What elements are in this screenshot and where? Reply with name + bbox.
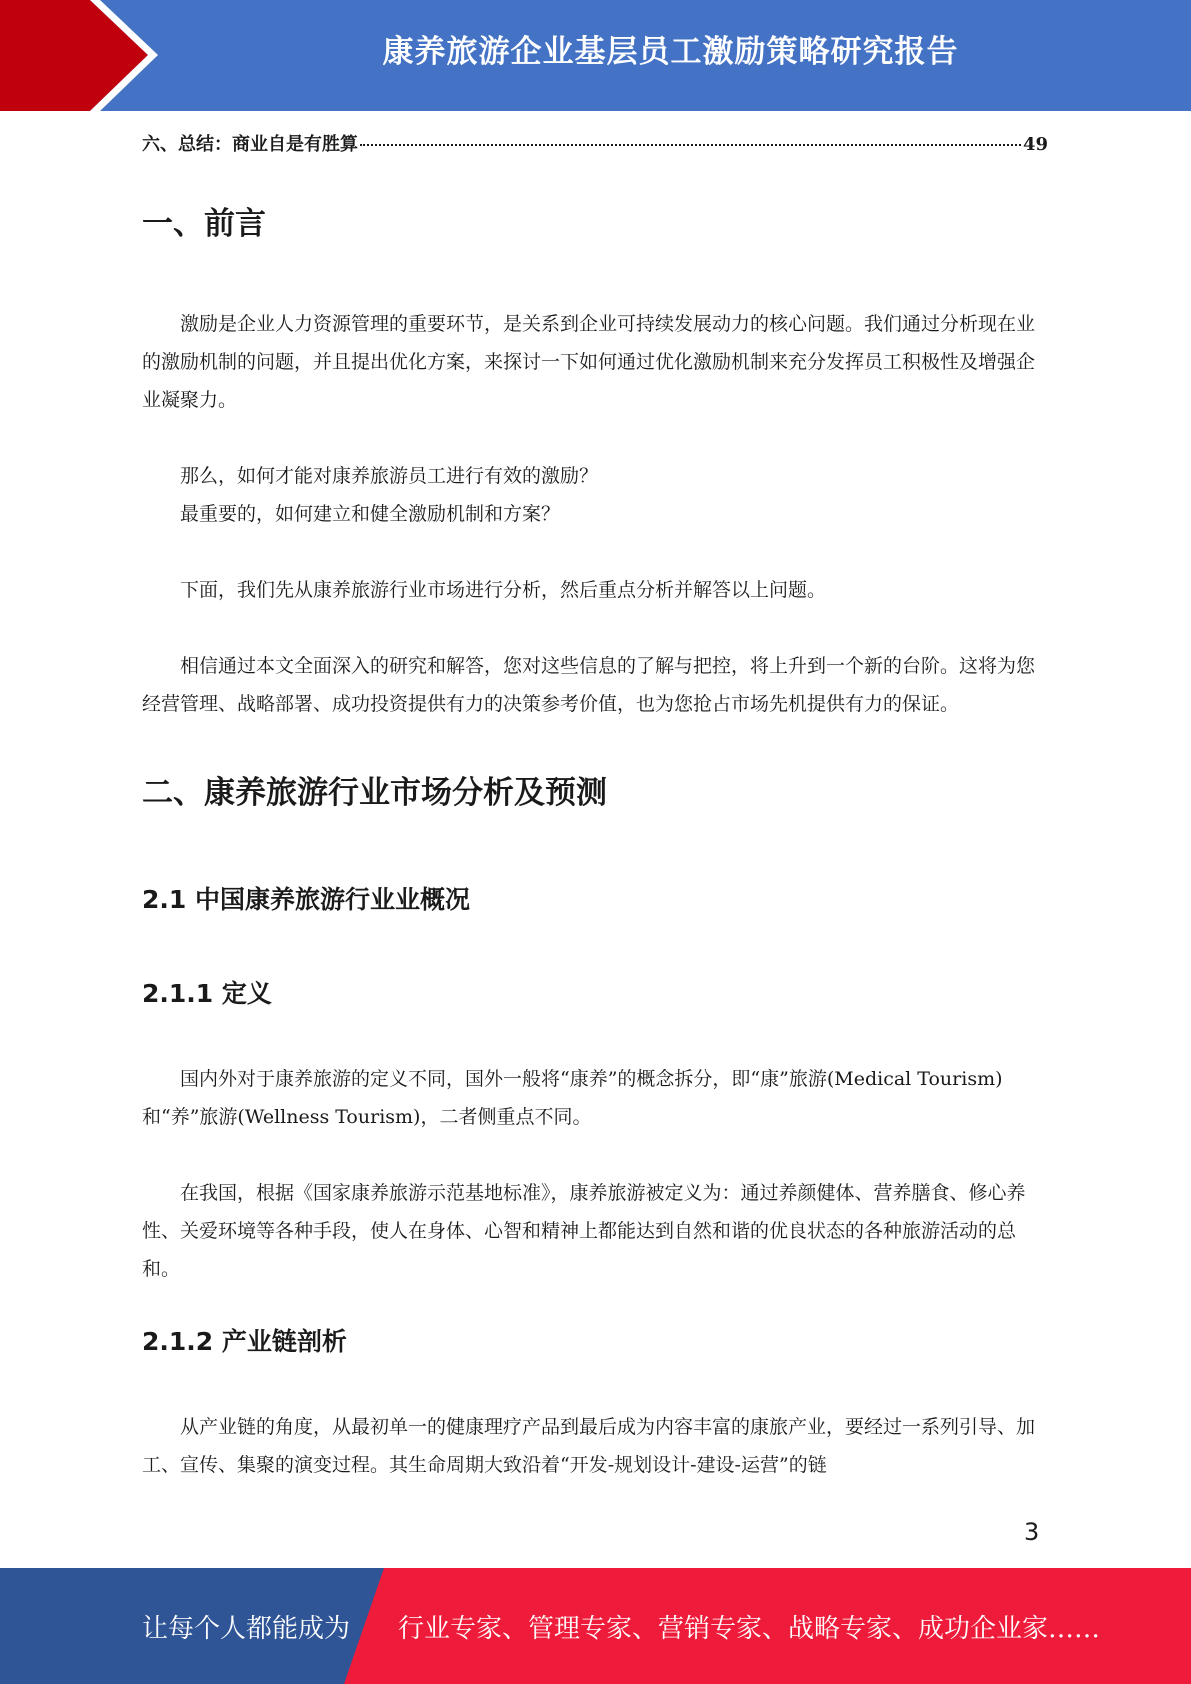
section-1-paragraph-1: 激励是企业人力资源管理的重要环节，是关系到企业可持续发展动力的核心问题。我们通过分析现在业的激励机制的问题，并且提出优化方案，来探讨一下如何通过优化激励机制来充分发挥员工积极性及增强企业凝聚力。	[142, 313, 1036, 411]
header-banner	[0, 0, 1191, 111]
section-1-heading: 一、前言	[142, 206, 266, 242]
toc-leader-dots	[360, 144, 1021, 146]
document-body	[142, 198, 1048, 1484]
section-2-1-1-heading: 2.1.1 定义	[142, 979, 272, 1008]
section-1-question-1: 那么，如何才能对康养旅游员工进行有效的激励？	[180, 465, 599, 487]
section-2-1-heading: 2.1 中国康养旅游行业业概况	[142, 885, 470, 914]
toc-entry-page: 49	[1022, 134, 1048, 155]
section-2-1-2-heading: 2.1.2 产业链剖析	[142, 1327, 347, 1356]
section-2-1-1-paragraph-1: 国内外对于康养旅游的定义不同，国外一般将“康养”的概念拆分，即“康”旅游(Medical Tourism)和“养”旅游(Wellness Tourism)，二者侧重点不同。	[142, 1068, 1003, 1128]
section-1-question-2: 最重要的，如何建立和健全激励机制和方案？	[180, 503, 561, 525]
page-number: 3	[1024, 1518, 1040, 1546]
section-2-heading: 二、康养旅游行业市场分析及预测	[142, 775, 607, 811]
toc-entry-label: 六、总结：商业自是有胜算	[142, 134, 358, 155]
section-1-paragraph-3: 相信通过本文全面深入的研究和解答，您对这些信息的了解与把控，将上升到一个新的台阶。这将为您经营管理、战略部署、成功投资提供有力的决策参考价值，也为您抢占市场先机提供有力的保证。	[142, 655, 1036, 715]
section-2-1-1-paragraph-2: 在我国，根据《国家康养旅游示范基地标准》，康养旅游被定义为：通过养颜健体、营养膳食、修心养性、关爱环境等各种手段，使人在身体、心智和精神上都能达到自然和谐的优良状态的各种旅游活动的总和。	[142, 1182, 1026, 1280]
section-1-paragraph-2: 下面，我们先从康养旅游行业市场进行分析，然后重点分析并解答以上问题。	[180, 579, 827, 601]
footer-slogan-right: 行业专家、管理专家、营销专家、战略专家、成功企业家……	[398, 1614, 1101, 1644]
report-title: 康养旅游企业基层员工激励策略研究报告	[382, 34, 959, 70]
toc-entry[interactable]	[142, 130, 1048, 158]
footer-banner	[0, 1568, 1191, 1684]
footer-slogan-left: 让每个人都能成为	[142, 1614, 351, 1644]
section-2-1-2-paragraph-1: 从产业链的角度，从最初单一的健康理疗产品到最后成为内容丰富的康旅产业，要经过一系列引导、加工、宣传、集聚的演变过程。其生命周期大致沿着“开发-规划设计-建设-运营”的链	[142, 1416, 1036, 1476]
